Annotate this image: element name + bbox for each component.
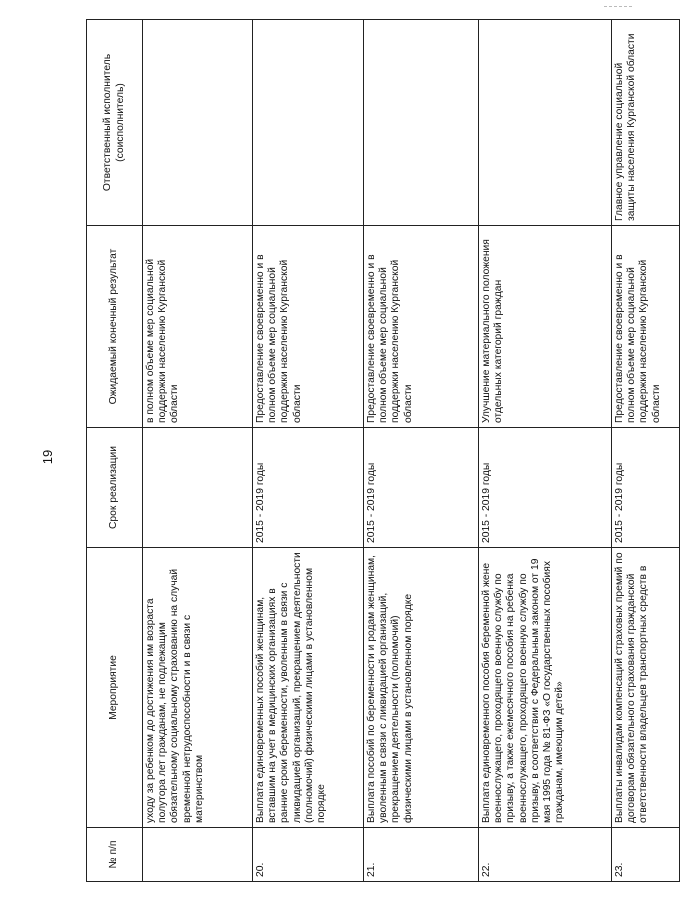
- cell-event: Выплата единовременного пособия беременной жене военнослужащего, проходящего военную службу по призыву, а также ежемесячного пособия на ребенка военнослужащего, проходящего военную службу по призыву, в соответствии с Федеральным законом от 19 мая 1995 года № 81-ФЗ «О государственных пособиях гражданам, имеющим детей»: [479, 548, 612, 828]
- header-num: № п/п: [87, 828, 143, 882]
- rotated-page-content: [86, 20, 662, 882]
- cell-result: Улучшение материального положения отдельных категорий граждан: [479, 226, 612, 428]
- cell-result: в полном объеме мер социальной поддержки населению Курганской области: [143, 226, 253, 428]
- measures-table: [86, 19, 680, 882]
- cell-responsible: [143, 20, 253, 226]
- table-row: [612, 20, 680, 882]
- page-number: 19: [40, 449, 55, 465]
- cell-num: 22.: [479, 828, 612, 882]
- cell-event: Выплаты инвалидам компенсаций страховых премий по договорам обязательного страхования гражданской ответственности владельцев транспортных средств в: [612, 548, 680, 828]
- table-header-row: [87, 20, 143, 882]
- table-row: [253, 20, 364, 882]
- cell-responsible: [253, 20, 364, 226]
- cell-result: Предоставление своевременно и в полном объеме мер социальной поддержки населению Курганской области: [612, 226, 680, 428]
- table-row: [143, 20, 253, 882]
- cell-term: [143, 428, 253, 548]
- cell-num: 20.: [253, 828, 364, 882]
- cell-responsible: Главное управление социальной защиты населения Курганской области: [612, 20, 680, 226]
- cell-event: Выплата пособий по беременности и родам женщинам, уволенным в связи с ликвидацией организаций, прекращением деятельности (полномочий) физическими лицами в установленном порядке: [364, 548, 479, 828]
- cell-term: 2015 - 2019 годы: [253, 428, 364, 548]
- cell-term: 2015 - 2019 годы: [479, 428, 612, 548]
- header-result: Ожидаемый конечный результат: [87, 226, 143, 428]
- scan-corner-marks: [604, 6, 632, 9]
- cell-term: 2015 - 2019 годы: [612, 428, 680, 548]
- cell-responsible: [364, 20, 479, 226]
- cell-num: 21.: [364, 828, 479, 882]
- cell-responsible: [479, 20, 612, 226]
- header-term: Срок реализации: [87, 428, 143, 548]
- cell-result: Предоставление своевременно и в полном объеме мер социальной поддержки населению Курганской области: [253, 226, 364, 428]
- table-row: [364, 20, 479, 882]
- table-row: [479, 20, 612, 882]
- cell-event: Выплата единовременных пособий женщинам, вставшим на учет в медицинских организациях в ранние сроки беременности, уволенным в связи с ликвидацией организаций, прекращением деятельности (полномочий) физическими лицами в установленном порядке: [253, 548, 364, 828]
- header-event: Мероприятие: [87, 548, 143, 828]
- cell-num: [143, 828, 253, 882]
- cell-term: 2015 - 2019 годы: [364, 428, 479, 548]
- cell-num: 23.: [612, 828, 680, 882]
- header-responsible: Ответственный исполнитель (соисполнитель): [87, 20, 143, 226]
- cell-result: Предоставление своевременно и в полном объеме мер социальной поддержки населению Курганской области: [364, 226, 479, 428]
- cell-event: уходу за ребенком до достижения им возраста полутора лет гражданам, не подлежащим обязательному социальному страхованию на случай временной нетрудоспособности и в связи с материнством: [143, 548, 253, 828]
